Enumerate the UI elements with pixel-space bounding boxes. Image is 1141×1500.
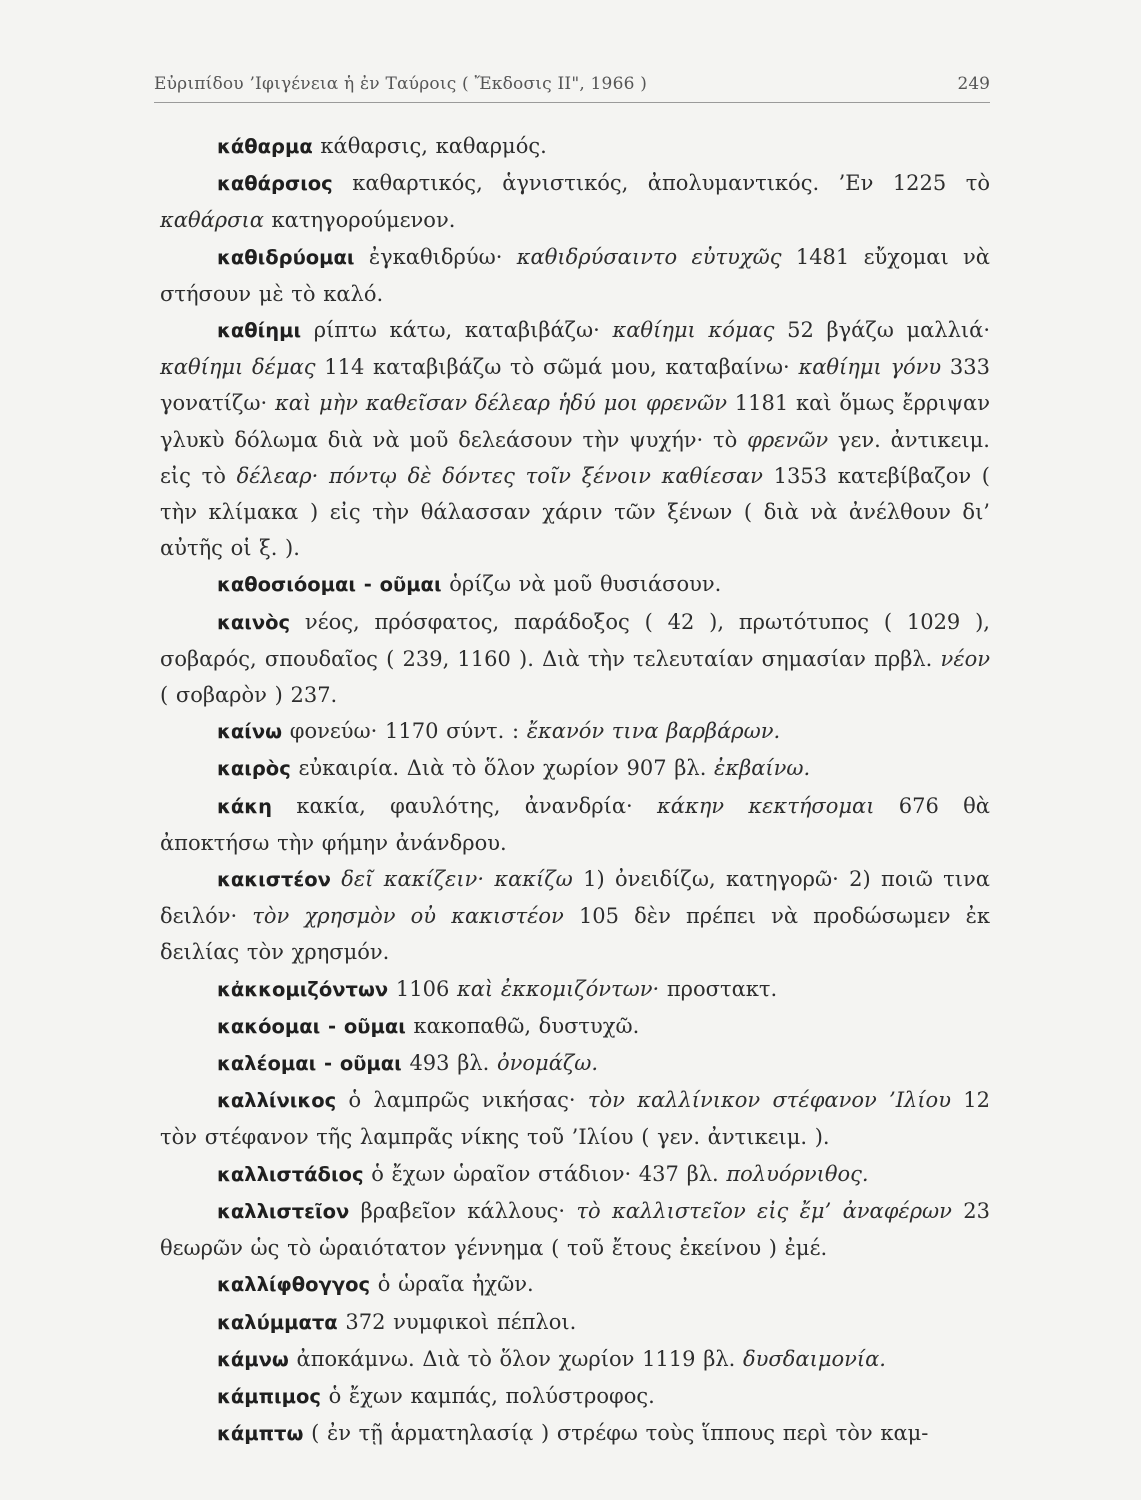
lexicon-entry [160, 1082, 990, 1155]
entry-definition: 372 νυμφικοὶ πέπλοι. [337, 1309, 577, 1334]
entry-definition: γεν. ἀντικειμ. εἰς τὸ [160, 427, 990, 488]
entry-definition [331, 867, 341, 891]
entry-definition: ὁρίζω νὰ μοῦ θυσιάσουν. [441, 572, 722, 597]
entry-citation: καθίημι κόμας [612, 318, 775, 343]
lexicon-entry [160, 1341, 990, 1378]
page-number: 249 [957, 74, 990, 94]
entry-definition: 114 καταβιβάζω τὸ σῶμά μου, καταβαίνω· [315, 355, 799, 380]
entry-citation: τὸν χρησμὸν οὐ κακιστέον [252, 904, 564, 929]
lexicon-entry [160, 1045, 990, 1082]
entry-definition: ὁ ἔχων καμπάς, πολύστροφος. [320, 1383, 655, 1408]
entry-citation: καθιδρύσαιντο εὐτυχῶς [516, 244, 782, 269]
entry-headword: καθίημι [217, 319, 302, 343]
entry-definition: νέος, πρόσφατος, παράδοξος ( 42 ), πρωτότυπος ( 1029 ), σοβαρός, σπουδαῖος ( 239, 1160 ). Διὰ τὴν τελευταίαν σημασίαν πρβλ. [160, 609, 990, 671]
entry-citation: ὀνομάζω. [497, 1051, 599, 1076]
entry-definition: ἐγκαθιδρύω· [354, 244, 517, 269]
lexicon-entry [160, 1378, 990, 1415]
entry-definition: κακία, φαυλότης, ἀνανδρία· [272, 793, 657, 818]
entry-definition: 333 γονατίζω· [160, 355, 990, 416]
entry-definition: 493 βλ. [401, 1051, 497, 1076]
entry-definition: 105 δὲν πρέπει νὰ προδώσωμεν ἐκ δειλίας τὸν χρησμόν. [160, 904, 990, 965]
entry-definition: 676 θὰ ἀποκτήσω τὴν φήμην ἀνάνδρου. [160, 793, 990, 855]
lexicon-entry [160, 788, 990, 861]
entry-definition: 1106 [388, 976, 457, 1001]
entry-definition: 52 βγάζω μαλλιά· [774, 318, 991, 343]
entry-definition: βραβεῖον κάλλους· [349, 1198, 577, 1223]
entry-headword: κάθαρμα [217, 135, 313, 158]
entry-definition: εὐκαιρία. Διὰ τὸ ὅλον χωρίον 907 βλ. [290, 756, 715, 781]
lexicon-entry [160, 566, 990, 603]
entry-definition: 12 τὸν στέφανον τῆς λαμπρᾶς νίκης τοῦ ’Ιλίου ( γεν. ἀντικειμ. ). [160, 1088, 990, 1150]
entry-citation: τὸν καλλίνικον στέφανον ’Ιλίου [587, 1088, 951, 1113]
entry-definition: ἀποκάμνω. Διὰ τὸ ὅλον χωρίον 1119 βλ. [288, 1346, 744, 1371]
entry-definition: φονεύω· 1170 σύντ. : [282, 719, 527, 744]
lexicon-entry [160, 1266, 990, 1303]
lexicon-entry [160, 239, 990, 312]
entry-headword: καινὸς [217, 610, 291, 634]
entry-citation: δεῖ κακίζειν· κακίζω [341, 867, 573, 892]
entry-headword: κακιστέον [217, 868, 331, 892]
entry-citation: καθίημι δέμας [160, 355, 316, 380]
lexicon-entry [160, 713, 990, 750]
entry-citation: φρενῶν [747, 427, 829, 452]
entry-definition: 1) ὀνειδίζω, κατηγορῶ· 2) ποιῶ τινα δειλόν· [160, 867, 990, 929]
entry-headword: καλλιστεῖον [217, 1199, 350, 1223]
entry-citation: καθάρσια [160, 208, 264, 233]
entry-definition: καθαρτικός, ἁγνιστικός, ἀπολυμαντικός. ’Εν 1225 τὸ [332, 171, 990, 196]
lexicon-entry [160, 971, 990, 1008]
running-header [154, 70, 990, 103]
entry-definition: 1181 καὶ ὅμως ἔρριψαν γλυκὺ δόλωμα διὰ νὰ μοῦ δελεάσουν τὴν ψυχήν· τὸ [160, 391, 990, 452]
entry-headword: καλλίφθογγος [217, 1273, 371, 1297]
entry-headword: κάμπτω [217, 1422, 304, 1446]
entry-headword: καθιδρύομαι [217, 245, 355, 269]
lexicon-entry [160, 1415, 990, 1452]
entry-headword: καθοσιόομαι - οῦμαι [217, 573, 442, 597]
entry-headword: κἀκκομιζόντων [217, 977, 389, 1001]
entry-definition: 1481 εὔχομαι νὰ στήσουν μὲ τὸ καλό. [160, 244, 990, 306]
lexicon-entry [160, 312, 990, 566]
entry-definition: 23 θεωρῶν ὡς τὸ ὡραιότατον γέννημα ( τοῦ ἔτους ἐκείνου ) ἐμέ. [160, 1198, 991, 1261]
entry-definition: κακοπαθῶ, δυστυχῶ. [405, 1013, 640, 1038]
lexicon-entry [160, 1304, 990, 1341]
entry-citation: πολυόρνιθος. [726, 1161, 869, 1186]
entry-headword: καλλιστάδιος [217, 1162, 364, 1186]
lexicon-entry [160, 604, 990, 714]
entry-citation: νέον [940, 646, 990, 671]
entry-headword: καλλίνικος [217, 1089, 337, 1113]
entry-definition: ὁ ἔχων ὡραῖον στάδιον· 437 βλ. [363, 1161, 727, 1186]
entry-citation: δυσδαιμονία. [743, 1346, 886, 1371]
entry-headword: καθάρσιος [217, 172, 333, 196]
entry-citation: ἔκανόν τινα βαρβάρων. [526, 719, 781, 744]
entry-definition: 1353 κατεβίβαζον ( τὴν κλίμακα ) εἰς τὴν θάλασσαν χάριν τῶν ξένων ( διὰ νὰ ἀνέλθουν δι’ αὐτῆς οἱ ξ. ). [160, 463, 990, 561]
entry-definition: ( σοβαρὸν ) 237. [160, 683, 338, 708]
entry-citation: τὸ καλλιστεῖον εἰς ἔμ’ ἀναφέρων [576, 1198, 952, 1223]
entry-definition: ρίπτω κάτω, καταβιβάζω· [301, 318, 613, 343]
lexicon-entry [160, 128, 990, 165]
entry-definition: ὁ ὡραῖα ἠχῶν. [370, 1272, 534, 1297]
entry-headword: κάμνω [217, 1347, 289, 1371]
entry-citation: καθίημι γόνυ [798, 355, 942, 380]
entry-headword: κάκη [217, 794, 272, 818]
entry-headword: καλέομαι - οῦμαι [217, 1052, 402, 1076]
entry-headword: κάμπιμος [217, 1384, 321, 1408]
entry-definition: κάθαρσις, καθαρμός. [312, 134, 547, 158]
entry-citation: καὶ ἐκκομιζόντων· [456, 976, 660, 1001]
entry-headword: κακόομαι - οῦμαι [217, 1014, 406, 1038]
entry-headword: καίνω [217, 720, 283, 744]
entry-definition: κατηγορούμενον. [263, 208, 456, 233]
lexicon-entries [160, 128, 990, 1452]
entry-headword: καιρὸς [217, 757, 291, 781]
entry-definition: ὁ λαμπρῶς νικήσας· [336, 1088, 588, 1113]
lexicon-entry [160, 1008, 990, 1045]
entry-definition: προστακτ. [659, 976, 778, 1001]
entry-headword: καλύμματα [217, 1310, 338, 1334]
entry-definition: ( ἐν τῇ ἁρματηλασίᾳ ) στρέφω τοὺς ἵππους περὶ τὸν καμ- [303, 1421, 929, 1446]
lexicon-entry [160, 750, 990, 787]
running-title: Εὐριπίδου ’Ιφιγένεια ἡ ἐν Ταύροις ( Ἔκδοσις ΙΙ", 1966 ) [154, 74, 648, 94]
entry-citation: κάκην κεκτήσομαι [657, 793, 875, 818]
entry-citation: δέλεαρ· πόντῳ δὲ δόντες τοῖν ξένοιν καθίεσαν [236, 463, 763, 488]
entry-citation: ἐκβαίνω. [714, 756, 811, 781]
lexicon-entry [160, 165, 990, 238]
lexicon-entry [160, 1193, 990, 1266]
lexicon-entry [160, 861, 990, 971]
entry-citation: καὶ μὴν καθεῖσαν δέλεαρ ἡδύ μοι φρενῶν [275, 391, 727, 416]
lexicon-entry [160, 1156, 990, 1193]
